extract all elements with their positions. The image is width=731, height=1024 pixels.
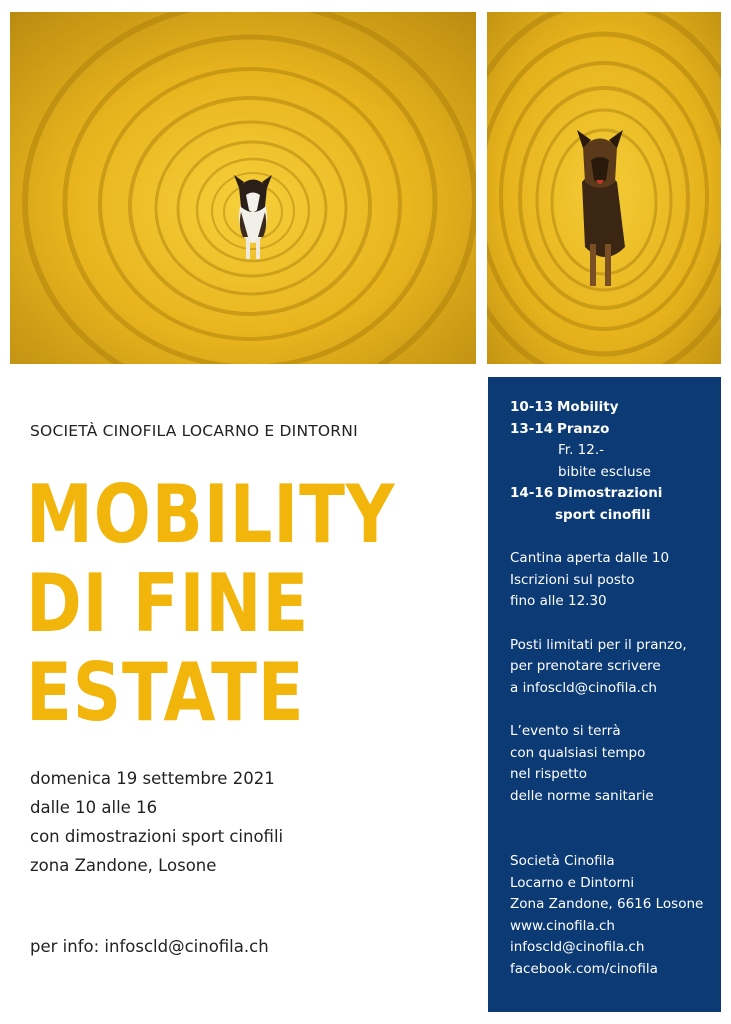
title-line-3: ESTATE bbox=[26, 646, 305, 739]
tunnel-photo-right bbox=[487, 12, 721, 364]
schedule-label: Mobility bbox=[557, 399, 619, 415]
weather-notes bbox=[510, 721, 721, 807]
contact-line: Società Cinofila bbox=[510, 853, 615, 869]
note-line: a infoscld@cinofila.ch bbox=[510, 679, 657, 696]
event-program: con dimostrazioni sport cinofili bbox=[30, 827, 284, 846]
schedule-item bbox=[510, 483, 721, 505]
tunnel-photo-left bbox=[10, 12, 476, 364]
dog-in-tunnel-photo-icon bbox=[487, 12, 721, 364]
schedule-label-continued: sport cinofili bbox=[555, 506, 651, 523]
schedule-time: 13-14 bbox=[510, 420, 554, 437]
schedule-time: 14-16 bbox=[510, 485, 554, 501]
lunch-note: bibite escluse bbox=[558, 463, 651, 480]
email-link[interactable]: infoscld@cinofila.ch bbox=[510, 939, 645, 955]
note-line: per prenotare scrivere bbox=[510, 658, 661, 674]
note-line: Iscrizioni sul posto bbox=[510, 571, 635, 588]
lunch-notes bbox=[510, 635, 721, 700]
schedule-item bbox=[510, 397, 721, 419]
info-contact: per info: infoscld@cinofila.ch bbox=[30, 937, 269, 956]
note-line: delle norme sanitarie bbox=[510, 787, 654, 804]
note-line: Posti limitati per il pranzo, bbox=[510, 636, 687, 653]
dog-in-tunnel-photo-icon bbox=[10, 12, 476, 364]
event-location: zona Zandone, Losone bbox=[30, 856, 217, 875]
event-title bbox=[26, 470, 466, 737]
event-date: domenica 19 settembre 2021 bbox=[30, 769, 275, 788]
schedule-time: 10-13 bbox=[510, 399, 554, 415]
note-line: fino alle 12.30 bbox=[510, 593, 607, 609]
schedule bbox=[510, 397, 721, 526]
website-link[interactable]: www.cinofila.ch bbox=[510, 917, 615, 934]
title-line-2: DI FINE bbox=[26, 557, 310, 650]
facebook-link[interactable]: facebook.com/cinofila bbox=[510, 960, 658, 977]
contact-block bbox=[510, 851, 703, 980]
schedule-label: Pranzo bbox=[557, 420, 610, 437]
note-line: nel rispetto bbox=[510, 766, 587, 782]
event-hours: dalle 10 alle 16 bbox=[30, 798, 158, 817]
event-details bbox=[30, 764, 283, 880]
note-line: L’evento si terrà bbox=[510, 723, 621, 739]
cantina-notes bbox=[510, 548, 721, 613]
info-panel bbox=[488, 377, 721, 1012]
note-line: con qualsiasi tempo bbox=[510, 744, 646, 761]
lunch-price: Fr. 12.- bbox=[558, 442, 605, 458]
schedule-item bbox=[510, 419, 721, 441]
contact-line: Locarno e Dintorni bbox=[510, 874, 635, 891]
organization-name: SOCIETÀ CINOFILA LOCARNO E DINTORNI bbox=[30, 422, 358, 440]
note-line: Cantina aperta dalle 10 bbox=[510, 550, 670, 566]
contact-address: Zona Zandone, 6616 Losone bbox=[510, 896, 704, 912]
title-line-1: MOBILITY bbox=[26, 468, 396, 561]
schedule-label: Dimostrazioni bbox=[557, 485, 663, 501]
